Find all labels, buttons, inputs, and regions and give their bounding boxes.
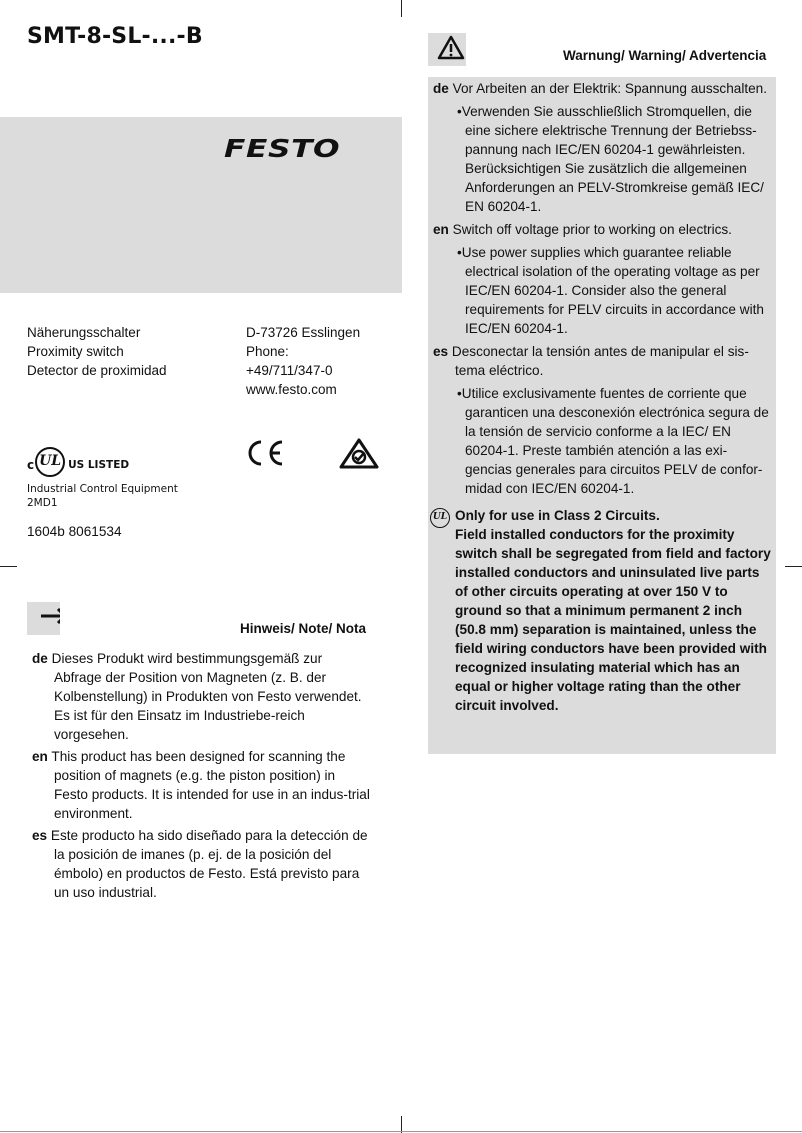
product-name-de: Näherungsschalter bbox=[27, 325, 141, 340]
lang-label: en bbox=[433, 222, 449, 237]
note-heading: Hinweis/ Note/ Nota bbox=[240, 621, 367, 636]
note-text: This product has been designed for scanning the position of magnets (e.g. the piston position) in Festo products. It is intended for use in an indus-trial environment. bbox=[51, 749, 370, 821]
warning-de-bullet bbox=[433, 102, 771, 216]
ul-class2-block bbox=[433, 506, 771, 715]
warning-text: Desconectar la tensión antes de manipular el sis-tema eléctrico. bbox=[451, 344, 749, 378]
cut-mark-top bbox=[401, 0, 402, 17]
ul-class2-text: Field installed conductors for the proximity switch shall be segregated from field and factory installed conductors and uninsulated live parts of other circuits operating at over 150 V to ground so that a minimum permanent 2 inch (50.8 mm) separation is maintained, unless the field wiring conductors have been provided with recognized insulating material which has an equal or higher voltage rating than the other circuit involved. bbox=[455, 527, 771, 713]
document-number: 1604b 8061534 bbox=[27, 524, 122, 539]
cert-line-1: Industrial Control Equipment bbox=[27, 483, 178, 495]
address-line: Phone: bbox=[246, 344, 289, 359]
ce-mark-icon bbox=[244, 438, 286, 472]
warning-text: Switch off voltage prior to working on electrics. bbox=[452, 222, 732, 237]
lang-label: de bbox=[32, 651, 48, 666]
warning-en-main bbox=[433, 220, 771, 239]
rcm-mark-svg bbox=[339, 438, 379, 470]
warning-text: Vor Arbeiten an der Elektrik: Spannung ausschalten. bbox=[452, 81, 768, 96]
festo-logo: FESTO bbox=[224, 134, 341, 163]
cut-mark-right bbox=[785, 566, 802, 567]
ul-circle-icon: UL bbox=[35, 447, 65, 477]
bullet-text: •Verwenden Sie ausschließlich Stromquellen, die eine sichere elektrische Trennung der Betriebss-pannung nach IEC/EN 60204-1 gewährleisten. Berücksichtigen Sie zusätzlich die allgemeinen Anforderungen an PELV-Stromkreise gemäß IEC/ EN 60204-1. bbox=[457, 104, 764, 214]
note-item-de bbox=[32, 649, 372, 744]
cert-line-2: 2MD1 bbox=[27, 497, 58, 509]
lang-label: en bbox=[32, 749, 48, 764]
warning-en-bullet bbox=[433, 243, 771, 338]
product-name-es: Detector de proximidad bbox=[27, 363, 167, 378]
warning-es-bullet bbox=[433, 384, 771, 498]
brand-panel bbox=[0, 117, 402, 293]
certification-text bbox=[27, 482, 178, 510]
note-item-es bbox=[32, 826, 372, 902]
product-name-en: Proximity switch bbox=[27, 344, 124, 359]
lang-label: es bbox=[32, 828, 48, 843]
ul-listed-text: US LISTED bbox=[68, 459, 130, 471]
ce-mark-svg bbox=[244, 438, 286, 468]
ul-small-icon: UL bbox=[430, 508, 450, 528]
page-title: SMT-8-SL-...-B bbox=[27, 24, 203, 49]
ul-listed-mark bbox=[27, 447, 129, 477]
product-names bbox=[27, 323, 167, 380]
bullet-text: •Use power supplies which guarantee reliable electrical isolation of the operating voltage as per IEC/EN 60204-1. Consider also the general requirements for PELV circuits in accordance with IEC/EN 60204-1. bbox=[457, 245, 764, 336]
address-line: D-73726 Esslingen bbox=[246, 325, 361, 340]
note-text: Este producto ha sido diseñado para la detección de la posición de imanes (p. ej. de la posición del émbolo) en productos de Festo. Está previsto para un uso industrial. bbox=[50, 828, 368, 900]
warning-body bbox=[433, 79, 771, 715]
address-block bbox=[246, 323, 360, 399]
warning-es-main bbox=[433, 342, 771, 380]
warning-de-main bbox=[433, 79, 771, 98]
cut-mark-left bbox=[0, 566, 17, 567]
address-line: +49/711/347-0 bbox=[246, 363, 333, 378]
rcm-mark-icon bbox=[339, 438, 379, 474]
note-body bbox=[32, 649, 372, 902]
lang-label: de bbox=[433, 81, 449, 96]
note-item-en bbox=[32, 747, 372, 823]
bottom-rule bbox=[0, 1131, 802, 1132]
note-arrow-icon bbox=[27, 602, 60, 635]
website-link[interactable]: www.festo.com bbox=[246, 382, 337, 397]
warning-heading: Warnung/ Warning/ Advertencia bbox=[563, 48, 767, 63]
ul-c-letter: c bbox=[27, 458, 35, 472]
lang-label: es bbox=[433, 344, 449, 359]
bullet-text: •Utilice exclusivamente fuentes de corriente que garanticen una desconexión electrónica segura de la tensión de servicio conforme a la IEC/ EN 60204-1. Preste también atención a las exi-gencias generales para circuitos PELV de confor-midad con IEC/EN 60204-1. bbox=[457, 386, 769, 496]
note-text: Dieses Produkt wird bestimmungsgemäß zur Abfrage der Position von Magneten (z. B. der Kolbenstellung) in Produkten von Festo verwendet. Es ist für den Einsatz im Industriebe-reich vorgesehen. bbox=[51, 651, 362, 742]
ul-class2-title: Only for use in Class 2 Circuits. bbox=[455, 508, 660, 523]
warning-icon bbox=[428, 33, 466, 66]
